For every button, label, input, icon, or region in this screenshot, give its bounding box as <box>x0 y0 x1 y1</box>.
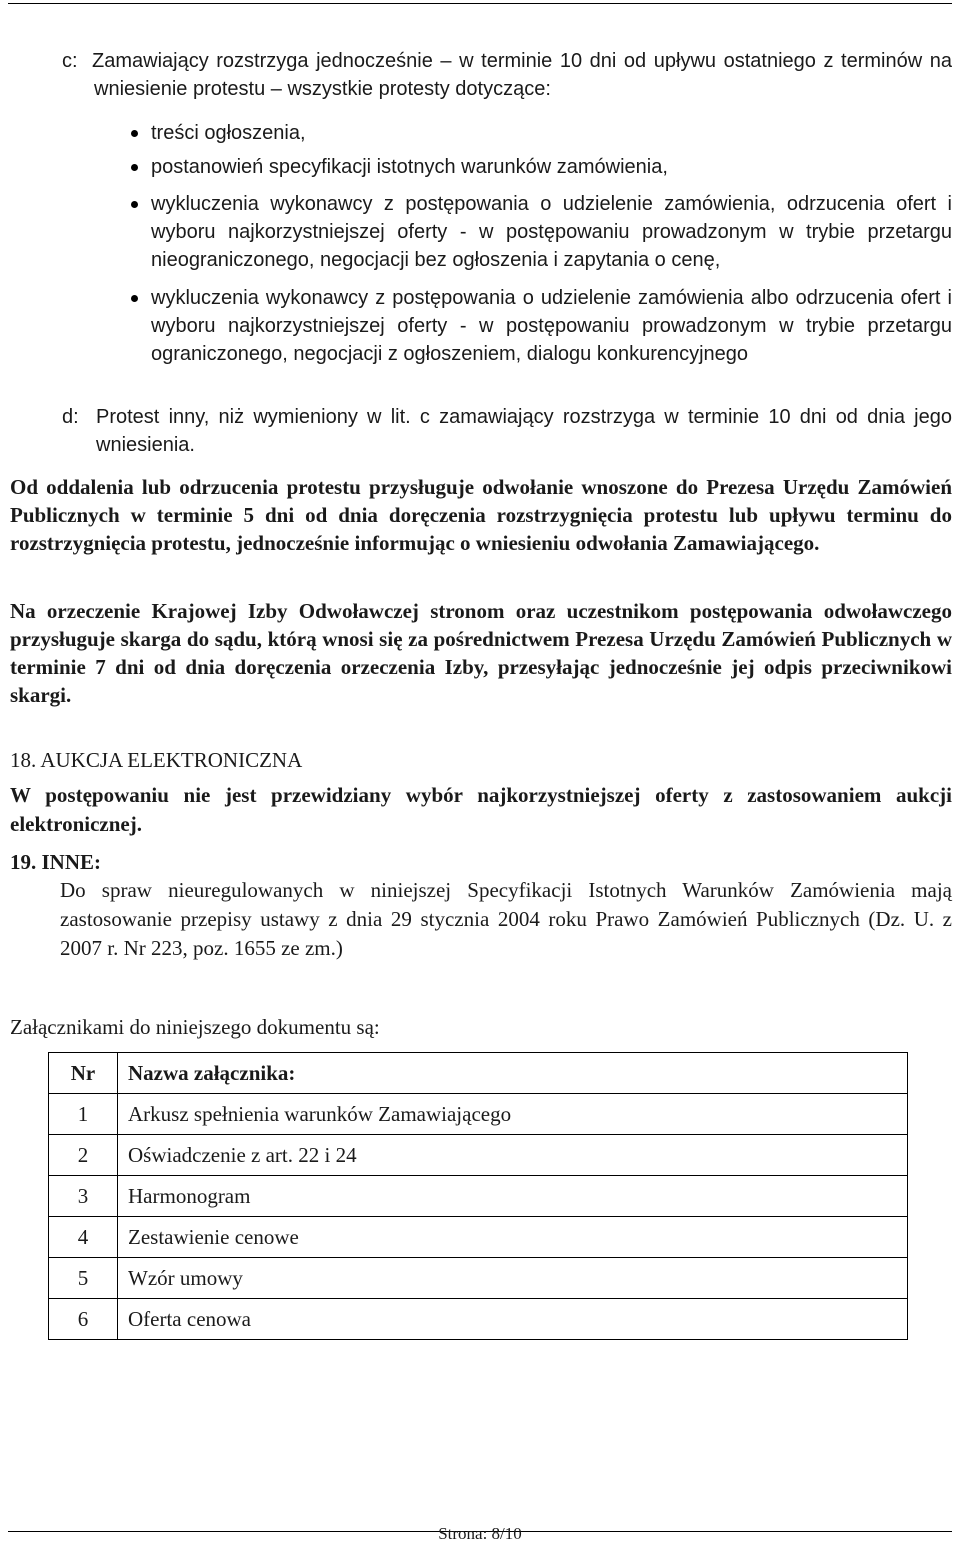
cell-name: Oferta cenowa <box>118 1299 908 1340</box>
cell-name: Oświadczenie z art. 22 i 24 <box>118 1135 908 1176</box>
table-header-row <box>49 1053 908 1094</box>
table-row <box>49 1217 908 1258</box>
bullet-icon <box>131 295 138 302</box>
bullet-icon <box>131 201 138 208</box>
cell-name: Wzór umowy <box>118 1258 908 1299</box>
cell-nr: 2 <box>49 1135 118 1176</box>
bullet-icon <box>131 164 138 171</box>
list-item: treści ogłoszenia, <box>151 122 306 144</box>
section-d-label: d: <box>62 406 79 428</box>
section-18-heading: 18. AUKCJA ELEKTRONICZNA <box>10 748 303 772</box>
page-number: Strona: 8/10 <box>438 1524 522 1543</box>
cell-nr: 1 <box>49 1094 118 1135</box>
cell-name: Zestawienie cenowe <box>118 1217 908 1258</box>
table-row <box>49 1135 908 1176</box>
cell-name: Arkusz spełnienia warunków Zamawiającego <box>118 1094 908 1135</box>
paragraph-skarga: Na orzeczenie Krajowej Izby Odwoławczej stronom oraz uczestnikom postępowania odwoławczego przysługuje skarga do sądu, którą wnosi się za pośrednictwem Prezesa Urzędu Zamówień Publicznych w terminie 7 dni od dnia doręczenia orzeczenia Izby, przesyłając jednocześnie jej odpis przeciwnikowi skargi. <box>10 599 952 707</box>
column-header-nr: Nr <box>49 1053 118 1094</box>
cell-nr: 6 <box>49 1299 118 1340</box>
cell-name: Harmonogram <box>118 1176 908 1217</box>
section-18-text: W postępowaniu nie jest przewidziany wybór najkorzystniejszej oferty z zastosowaniem aukcji elektronicznej. <box>10 783 952 836</box>
bullet-icon <box>131 130 138 137</box>
table-row <box>49 1299 908 1340</box>
section-d-text: Protest inny, niż wymieniony w lit. c zamawiający rozstrzyga w terminie 10 dni od dnia jego wniesienia. <box>96 406 952 456</box>
list-item: wykluczenia wykonawcy z postępowania o udzielenie zamówienia albo odrzucenia ofert i wyboru najkorzystniejszej oferty - w postępowaniu prowadzonym w trybie przetargu ograniczonego, negocjacji z ogłoszeniem, dialogu konkurencyjnego <box>151 287 952 365</box>
cell-nr: 4 <box>49 1217 118 1258</box>
column-header-name: Nazwa załącznika: <box>118 1053 908 1094</box>
list-item: wykluczenia wykonawcy z postępowania o udzielenie zamówienia, odrzucenia ofert i wyboru najkorzystniejszej oferty - w postępowaniu prowadzonym w trybie przetargu nieograniczonego, negocjacji bez ogłoszenia i zapytania o cenę, <box>151 193 952 271</box>
section-c-text: Zamawiający rozstrzyga jednocześnie – w terminie 10 dni od upływu ostatniego z terminów na wniesienie protestu – wszystkie protesty dotyczące: <box>92 50 952 100</box>
attachments-table <box>48 1052 908 1340</box>
section-19-heading: 19. INNE: <box>10 850 102 874</box>
cell-nr: 5 <box>49 1258 118 1299</box>
section-19-text: Do spraw nieuregulowanych w niniejszej Specyfikacji Istotnych Warunków Zamówienia mają zastosowanie przepisy ustawy z dnia 29 stycznia 2004 roku Prawo Zamówień Publicznych (Dz. U. z 2007 r. Nr 223, poz. 1655 ze zm.) <box>60 878 952 960</box>
list-item: postanowień specyfikacji istotnych warunków zamówienia, <box>151 156 668 178</box>
table-row <box>49 1094 908 1135</box>
table-row <box>49 1258 908 1299</box>
table-row <box>49 1176 908 1217</box>
top-rule <box>8 3 952 4</box>
paragraph-odwolanie: Od oddalenia lub odrzucenia protestu przysługuje odwołanie wnoszone do Prezesa Urzędu Zamówień Publicznych w terminie 5 dni od dnia doręczenia rozstrzygnięcia protestu lub upływu terminu do rozstrzygnięcia protestu, jednocześnie informując o wniesieniu odwołania Zamawiającego. <box>10 475 952 555</box>
cell-nr: 3 <box>49 1176 118 1217</box>
section-c-label: c: <box>62 50 78 72</box>
attachments-intro: Załącznikami do niniejszego dokumentu są: <box>10 1015 380 1039</box>
